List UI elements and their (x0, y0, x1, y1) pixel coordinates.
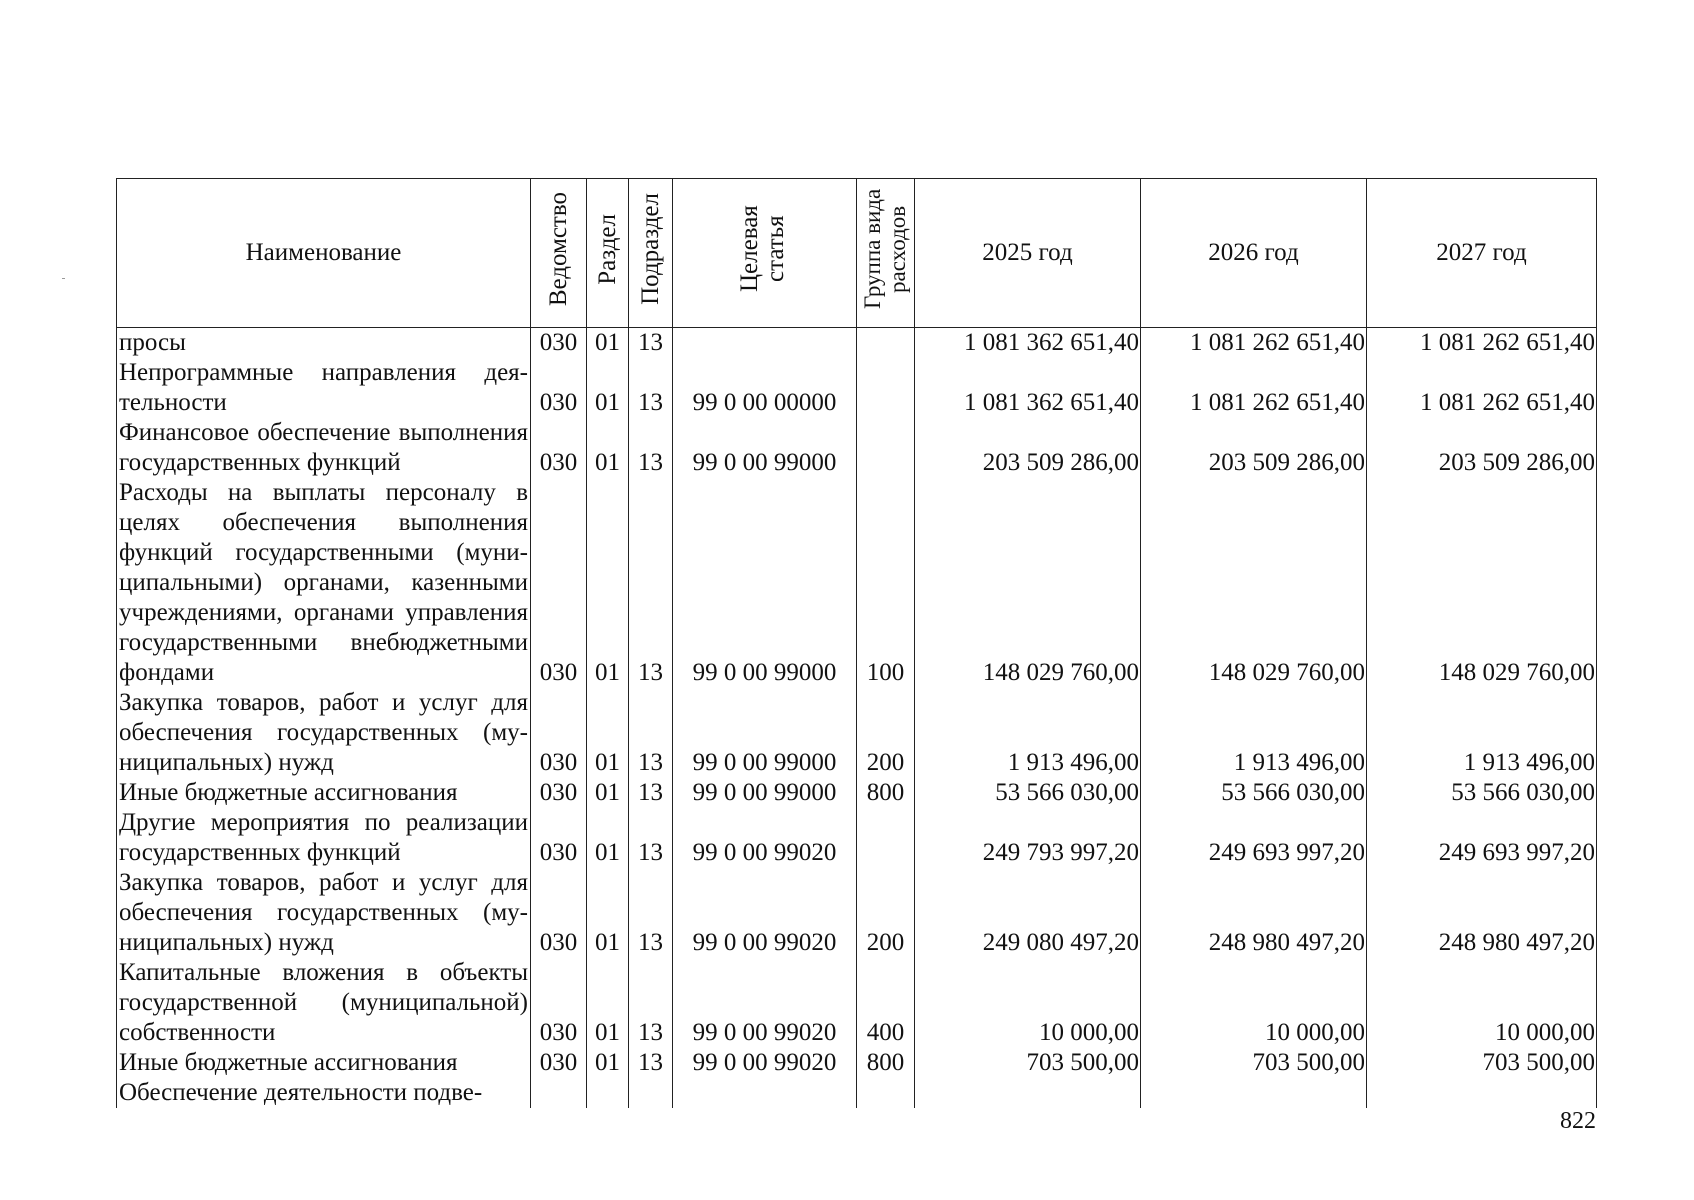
cell-celevaya-statya: 99 0 00 99020 (673, 808, 857, 868)
header-celevaya-statya-label: Целевая статья (735, 205, 789, 293)
cell-2025: 1 913 496,00 (915, 688, 1141, 778)
cell-celevaya-statya: 99 0 00 99000 (673, 688, 857, 778)
table-row (117, 478, 1597, 688)
cell-gruppa (857, 358, 915, 418)
cell-podrazdel: 13 (629, 868, 673, 958)
cell-celevaya-statya: 99 0 00 99020 (673, 868, 857, 958)
cell-2025 (915, 1078, 1141, 1108)
cell-vedomstvo: 030 (531, 478, 587, 688)
cell-podrazdel: 13 (629, 358, 673, 418)
cell-name: Обеспечение деятельности подве- (117, 1078, 531, 1108)
cell-2027: 703 500,00 (1367, 1048, 1597, 1078)
cell-razdel: 01 (587, 358, 629, 418)
cell-razdel: 01 (587, 688, 629, 778)
cell-name: Финансовое обеспечение выполнения государственных функций (117, 418, 531, 478)
cell-2027 (1367, 1078, 1597, 1108)
header-celevaya-statya (673, 179, 857, 328)
cell-celevaya-statya: 99 0 00 99000 (673, 418, 857, 478)
cell-razdel: 01 (587, 1048, 629, 1078)
cell-celevaya-statya: 99 0 00 99000 (673, 478, 857, 688)
cell-2026: 1 913 496,00 (1141, 688, 1367, 778)
cell-2025: 203 509 286,00 (915, 418, 1141, 478)
cell-vedomstvo: 030 (531, 328, 587, 359)
cell-podrazdel: 13 (629, 688, 673, 778)
cell-podrazdel: 13 (629, 958, 673, 1048)
cell-razdel (587, 1078, 629, 1108)
cell-celevaya-statya (673, 1078, 857, 1108)
cell-gruppa (857, 418, 915, 478)
table-row (117, 1078, 1597, 1108)
cell-2025: 249 793 997,20 (915, 808, 1141, 868)
cell-name: Иные бюджетные ассигнования (117, 778, 531, 808)
cell-podrazdel: 13 (629, 778, 673, 808)
table-header (117, 179, 1597, 328)
header-year-2027 (1367, 179, 1597, 328)
table-row (117, 778, 1597, 808)
cell-name: Закупка товаров, работ и услуг для обеспечения государственных (муниципальных) нужд (117, 688, 531, 778)
cell-podrazdel: 13 (629, 478, 673, 688)
cell-2027: 1 081 262 651,40 (1367, 328, 1597, 359)
cell-name: Закупка товаров, работ и услуг для обеспечения государственных (муниципальных) нужд (117, 868, 531, 958)
cell-gruppa: 800 (857, 1048, 915, 1078)
cell-gruppa (857, 1078, 915, 1108)
cell-2026: 10 000,00 (1141, 958, 1367, 1048)
cell-2025: 249 080 497,20 (915, 868, 1141, 958)
cell-vedomstvo: 030 (531, 778, 587, 808)
cell-gruppa: 200 (857, 868, 915, 958)
cell-2027: 203 509 286,00 (1367, 418, 1597, 478)
cell-vedomstvo: 030 (531, 418, 587, 478)
cell-gruppa (857, 808, 915, 868)
cell-name: Иные бюджетные ассигнования (117, 1048, 531, 1078)
cell-2027: 1 913 496,00 (1367, 688, 1597, 778)
header-razdel-label: Раздел (593, 213, 621, 285)
cell-name: просы (117, 328, 531, 359)
table-row (117, 958, 1597, 1048)
cell-name: Расходы на выплаты персоналу в целях обеспечения выполнения функций государственными (муниципальными) органами, казенными учреждениями, органами управления государственными внебюджетными фондами (117, 478, 531, 688)
cell-vedomstvo: 030 (531, 958, 587, 1048)
cell-gruppa (857, 328, 915, 359)
cell-razdel: 01 (587, 958, 629, 1048)
header-vedomstvo-label: Ведомство (544, 191, 572, 307)
cell-celevaya-statya: 99 0 00 00000 (673, 358, 857, 418)
cell-celevaya-statya: 99 0 00 99020 (673, 1048, 857, 1078)
cell-celevaya-statya: 99 0 00 99020 (673, 958, 857, 1048)
cell-2026: 148 029 760,00 (1141, 478, 1367, 688)
cell-2026: 248 980 497,20 (1141, 868, 1367, 958)
budget-table (116, 178, 1597, 1108)
header-podrazdel (629, 179, 673, 328)
cell-2025: 148 029 760,00 (915, 478, 1141, 688)
cell-2025: 1 081 362 651,40 (915, 358, 1141, 418)
cell-gruppa: 200 (857, 688, 915, 778)
cell-vedomstvo: 030 (531, 808, 587, 868)
table-row (117, 418, 1597, 478)
cell-vedomstvo: 030 (531, 358, 587, 418)
cell-name: Капитальные вложения в объекты государственной (муниципальной) собственности (117, 958, 531, 1048)
table-row (117, 328, 1597, 359)
table-row (117, 358, 1597, 418)
table-row (117, 808, 1597, 868)
cell-gruppa: 400 (857, 958, 915, 1048)
cell-gruppa: 100 (857, 478, 915, 688)
cell-2026: 703 500,00 (1141, 1048, 1367, 1078)
cell-vedomstvo: 030 (531, 1048, 587, 1078)
cell-razdel: 01 (587, 808, 629, 868)
header-year-2027-label: 2027 год (1436, 239, 1527, 266)
cell-razdel: 01 (587, 478, 629, 688)
cell-2026: 53 566 030,00 (1141, 778, 1367, 808)
cell-podrazdel (629, 1078, 673, 1108)
cell-podrazdel: 13 (629, 808, 673, 868)
header-year-2025-label: 2025 год (982, 239, 1073, 266)
cell-celevaya-statya (673, 328, 857, 359)
cell-vedomstvo: 030 (531, 868, 587, 958)
page-number: 822 (1560, 1108, 1596, 1134)
header-podrazdel-label: Подраздел (636, 193, 664, 305)
cell-podrazdel: 13 (629, 418, 673, 478)
header-year-2025 (915, 179, 1141, 328)
header-name (117, 179, 531, 328)
cell-razdel: 01 (587, 868, 629, 958)
table-body (117, 328, 1597, 1109)
cell-2025: 53 566 030,00 (915, 778, 1141, 808)
cell-2025: 1 081 362 651,40 (915, 328, 1141, 359)
cell-razdel: 01 (587, 418, 629, 478)
header-gruppa-label: Группа вида расходов (859, 188, 910, 310)
header-name-label: Наименование (245, 239, 402, 266)
header-gruppa-vida-rashodov (857, 179, 915, 328)
cell-2026 (1141, 1078, 1367, 1108)
cell-razdel: 01 (587, 328, 629, 359)
cell-2027: 53 566 030,00 (1367, 778, 1597, 808)
header-year-2026-label: 2026 год (1208, 239, 1299, 266)
cell-celevaya-statya: 99 0 00 99000 (673, 778, 857, 808)
table-row (117, 1048, 1597, 1078)
cell-name: Другие мероприятия по реализации государственных функций (117, 808, 531, 868)
table-row (117, 688, 1597, 778)
header-razdel (587, 179, 629, 328)
header-year-2026 (1141, 179, 1367, 328)
cell-podrazdel: 13 (629, 1048, 673, 1078)
cell-2026: 1 081 262 651,40 (1141, 358, 1367, 418)
cell-2027: 148 029 760,00 (1367, 478, 1597, 688)
header-vedomstvo (531, 179, 587, 328)
cell-2025: 10 000,00 (915, 958, 1141, 1048)
cell-podrazdel: 13 (629, 328, 673, 359)
cell-2026: 249 693 997,20 (1141, 808, 1367, 868)
cell-2025: 703 500,00 (915, 1048, 1141, 1078)
cell-2027: 1 081 262 651,40 (1367, 358, 1597, 418)
scan-artifact (62, 278, 65, 279)
cell-name: Непрограммные направления деятельности (117, 358, 531, 418)
cell-2027: 248 980 497,20 (1367, 868, 1597, 958)
cell-2026: 1 081 262 651,40 (1141, 328, 1367, 359)
cell-gruppa: 800 (857, 778, 915, 808)
cell-2027: 10 000,00 (1367, 958, 1597, 1048)
cell-2026: 203 509 286,00 (1141, 418, 1367, 478)
table-row (117, 868, 1597, 958)
cell-vedomstvo: 030 (531, 688, 587, 778)
cell-2027: 249 693 997,20 (1367, 808, 1597, 868)
cell-razdel: 01 (587, 778, 629, 808)
cell-vedomstvo (531, 1078, 587, 1108)
